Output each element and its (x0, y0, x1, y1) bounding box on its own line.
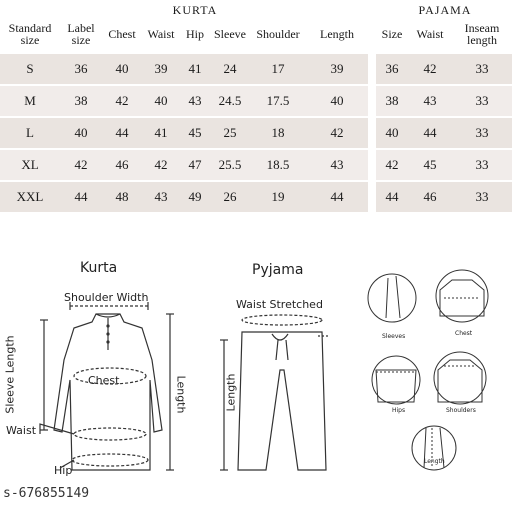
pajama-size-table (376, 16, 512, 212)
shoulder-width-label: Shoulder Width (64, 291, 149, 304)
pajama-cell: 40 (385, 125, 399, 140)
pajama-row (376, 181, 512, 212)
guide-length-label: Length (424, 458, 445, 465)
guide-shoulders-label: Shoulders (446, 407, 476, 414)
kurta-cell: 42 (74, 157, 88, 172)
kurta-cell: 44 (74, 189, 88, 204)
waist-stretched-label: Waist Stretched (236, 298, 323, 311)
pajama-cell: 33 (475, 125, 489, 140)
kurta-row (0, 85, 368, 117)
kurta-cell: 44 (115, 125, 129, 140)
pajama-cell: 38 (385, 93, 399, 108)
kurta-cell: 36 (74, 61, 88, 76)
pajama-row (376, 53, 512, 85)
pajama-header-cell: Waist (416, 27, 444, 41)
sleeve-length-label: Sleeve Length (3, 335, 17, 414)
kurta-cell: L (26, 125, 34, 140)
kurta-cell: 25 (223, 125, 237, 140)
kurta-cell: 43 (154, 189, 168, 204)
kurta-header-cell: Hip (186, 27, 204, 41)
kurta-header-cell: Length (320, 27, 354, 41)
kurta-cell: 46 (115, 157, 129, 172)
guide-sleeves-label: Sleeves (382, 333, 406, 340)
kurta-cell: 39 (330, 61, 344, 76)
kurta-cell: 38 (74, 93, 88, 108)
kurta-header-row (0, 16, 368, 53)
kurta-cell: 45 (188, 125, 202, 140)
kurta-cell: 43 (188, 93, 202, 108)
kurta-cell: 40 (154, 93, 168, 108)
kurta-cell: 42 (115, 93, 129, 108)
kurta-cell: XXL (16, 189, 44, 204)
kurta-diagram-title: Kurta (80, 260, 118, 276)
kurta-cell: 40 (74, 125, 88, 140)
kurta-cell: 48 (115, 189, 129, 204)
kurta-header-cell: Waist (147, 27, 175, 41)
kurta-cell: 24.5 (218, 93, 242, 108)
kurta-row (0, 53, 368, 85)
kurta-cell: 40 (330, 93, 344, 108)
kurta-cell: 26 (223, 189, 237, 204)
kurta-cell: 41 (154, 125, 168, 140)
kurta-size-table (0, 16, 368, 212)
kurta-cell: 42 (330, 125, 344, 140)
pajama-header-cell: Size (381, 27, 403, 41)
pajama-header-cell: Inseam length (464, 21, 500, 47)
pyjama-sketch (200, 300, 350, 480)
chest-label: Chest (88, 374, 120, 387)
kurta-cell: 24 (223, 61, 237, 76)
kurta-cell: 39 (154, 61, 168, 76)
kurta-row (0, 149, 368, 181)
waist-label: Waist (6, 424, 37, 437)
kurta-cell: 25.5 (218, 157, 242, 172)
kurta-cell: 41 (188, 61, 202, 76)
pyjama-diagram-title: Pyjama (252, 262, 304, 278)
pajama-cell: 42 (423, 61, 437, 76)
kurta-cell: S (26, 61, 34, 76)
hip-label: Hip (54, 464, 73, 477)
guide-chest-label: Chest (455, 330, 473, 337)
pajama-header-row (376, 16, 512, 53)
pajama-row (376, 117, 512, 149)
kurta-cell: 44 (330, 189, 344, 204)
pajama-cell: 33 (475, 189, 489, 204)
kurta-cell: 17 (271, 61, 285, 76)
kurta-header-cell: Shoulder (256, 27, 300, 41)
kurta-table-title: KURTA (172, 3, 218, 17)
guide-hips-label: Hips (392, 407, 406, 414)
pajama-cell: 45 (423, 157, 437, 172)
kurta-cell: 43 (330, 157, 344, 172)
kurta-cell: XL (21, 157, 39, 172)
kurta-sketch (0, 270, 200, 485)
kurta-header-cell: Label size (67, 21, 95, 47)
pajama-cell: 42 (385, 157, 399, 172)
kurta-header-cell: Chest (108, 27, 136, 41)
pajama-cell: 36 (385, 61, 399, 76)
pajama-row (376, 149, 512, 181)
pajama-cell: 33 (475, 93, 489, 108)
pajama-cell: 44 (423, 125, 437, 140)
pajama-cell: 44 (385, 189, 399, 204)
pajama-row (376, 85, 512, 117)
pajama-table-title: PAJAMA (418, 3, 472, 17)
pajama-cell: 33 (475, 61, 489, 76)
product-id: s-676855149 (3, 486, 90, 501)
kurta-cell: 47 (188, 157, 202, 172)
pajama-cell: 43 (423, 93, 437, 108)
pajama-cell: 33 (475, 157, 489, 172)
kurta-cell: 40 (115, 61, 129, 76)
kurta-cell: 42 (154, 157, 168, 172)
pajama-cell: 46 (423, 189, 437, 204)
kurta-cell: 17.5 (266, 93, 290, 108)
measurement-guide-sketches (360, 262, 510, 472)
kurta-cell: 18 (271, 125, 285, 140)
pyjama-length-label: Length (224, 373, 238, 412)
kurta-row (0, 117, 368, 149)
kurta-row (0, 181, 368, 212)
kurta-cell: 49 (188, 189, 202, 204)
kurta-cell: 18.5 (266, 157, 290, 172)
kurta-cell: M (24, 93, 36, 108)
kurta-length-label: Length (174, 375, 188, 414)
kurta-header-cell: Sleeve (214, 27, 246, 41)
kurta-cell: 19 (271, 189, 285, 204)
kurta-header-cell: Standard size (8, 21, 52, 47)
